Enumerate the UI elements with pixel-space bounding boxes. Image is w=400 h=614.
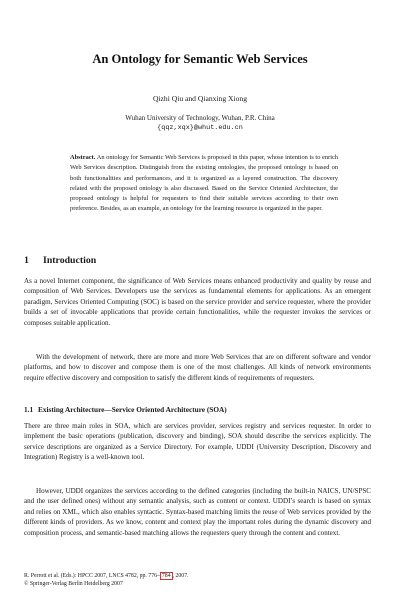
abstract (70, 153, 338, 215)
subsection-heading-soa (24, 405, 227, 414)
copyright-line: © Springer-Verlag Berlin Heidelberg 2007 (24, 581, 123, 588)
section-title: Introduction (43, 255, 97, 266)
abstract-label: Abstract. (70, 154, 96, 161)
intro-paragraph-2: With the development of network, there are more and more Web Services that are on different software and vendor platforms, and how to discover and compose them is one of the most challenges. All kinds of network environments require effective discovery and composition to satisfy the different kinds of requirements of requesters. (24, 353, 371, 382)
author-names: Qizhi Qiu and Qianxing Xiong (152, 94, 248, 103)
section-number: 1 (24, 255, 29, 266)
publication-footer (24, 572, 189, 589)
citation-line (24, 572, 189, 580)
citation-text: R. Perrott et al. (Eds.): HPCC 2007, LNCS 4782, pp. 776– (24, 573, 160, 579)
subsection-number: 1.1 (24, 405, 34, 414)
abstract-text: An ontology for Semantic Web Services is proposed in this paper, whose intention is to enrich Web Services description. Distinguish from the existing ontologies, the proposed ontology is based on both functionalities and performances, and it is organized as a layered construction. The discovery related with the proposed ontology is also discussed. Based on the Service Oriented Architecture, the proposed ontology is helpful for requesters to find their suitable services according to their own preference. Besides, as an example, an ontology for the learning resource is organized in the paper. (70, 154, 339, 213)
affiliation-block (0, 113, 400, 133)
paper-title: An Ontology for Semantic Web Services (92, 52, 308, 66)
citation-year: , 2007. (172, 573, 189, 579)
soa-paragraph-2: However, UDDI organizes the services according to the defined categories (including the built-in NAICS, UN/SPSC and the user defined ones) without any semantic analysis, such as content or context. UDDI’s search is based on syntax and relies on XML, which also enables syntactic. Syntax-based matching limits the reuse of Web services provided by the different kinds of providers. As we know, content and context play the important roles during the dynamic discovery and composition process, and semantic-based matching allows the requesters query through the content and context. (24, 487, 371, 537)
affiliation: Wuhan University of Technology, Wuhan, P.R. China (125, 114, 275, 122)
intro-paragraph-1: As a novel Internet component, the significance of Web Services means enhanced productivity and quality by reuse and composition of Web Services. Developers use the services as fundamental elements for applications. As an emergent paradigm, Services Oriented Computing (SOC) is based on the service provider and service requester, where the provider builds a set of invocable applications that provide certain functionalities, while the requester invokes the services or composes suitable application. (24, 277, 371, 327)
highlighted-page-number: 784 (161, 573, 171, 579)
soa-paragraph-1: There are three main roles in SOA, which are services provider, services registry and services requester. In order to implement the basic operations (publication, discovery and binding), SOA should describe the services explicitly. The service descriptions are organized as a Service Directory. For example, UDDI (University Description, Discovery and Integration) Registry is a well-known tool. (24, 422, 371, 462)
section-heading-introduction (24, 255, 96, 266)
author-email: {qqz,xqx}@whut.edu.cn (157, 124, 243, 132)
subsection-title: Existing Architecture—Service Oriented Architecture (SOA) (38, 405, 227, 414)
